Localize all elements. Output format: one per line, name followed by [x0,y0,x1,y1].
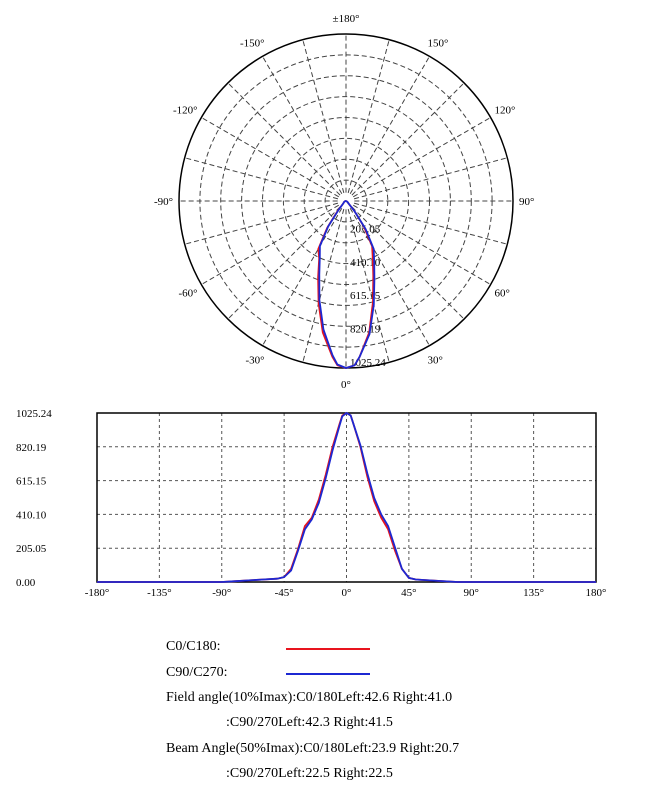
polar-grid-spoke [352,83,464,195]
polar-angle-label: 90° [519,196,535,208]
cart-x-tick: 45° [401,587,417,599]
legend-line-c90-c270 [286,673,370,675]
cart-y-tick: 0.00 [16,577,36,589]
cart-x-tick: -45° [274,587,294,599]
polar-radial-label: 820.19 [350,323,381,336]
polar-grid-spoke [348,40,389,193]
polar-angle-label: 30° [427,354,443,367]
cart-x-tick: 135° [523,587,545,599]
polar-grid-spoke [228,83,340,195]
beam-angle-line-1: Beam Angle(50%Imax):C0/180Left:23.9 Right:20.7 [166,741,460,756]
polar-radial-label: 615.15 [350,290,381,303]
legend-line-c0-c180 [286,648,370,650]
legend-label-c90-c270: C90/C270: [166,665,228,680]
polar-grid-spoke [185,203,338,244]
polar-grid-spoke [228,207,340,319]
polar-grid-spoke [303,209,344,362]
polar-angle-label: 0° [341,379,351,391]
cart-y-tick: 1025.24 [16,408,52,420]
cart-x-tick: -180° [84,587,110,599]
polar-angle-label: 120° [494,104,516,117]
cart-y-tick: 820.19 [16,441,47,454]
polar-radial-label: 205.05 [350,223,381,236]
polar-grid-spoke [185,158,338,199]
legend-label-c0-c180: C0/C180: [166,639,221,654]
cart-y-tick: 615.15 [16,475,47,488]
polar-angle-label: ±180° [332,13,360,25]
beam-angle-line-2: :C90/270Left:22.5 Right:22.5 [226,766,393,781]
cart-x-tick: -135° [147,587,172,599]
cart-x-tick: 180° [585,587,607,599]
field-angle-line-2: :C90/270Left:42.3 Right:41.5 [226,715,393,730]
polar-grid-spoke [303,40,344,193]
polar-chart [0,0,666,392]
polar-angle-label: -120° [172,104,198,117]
polar-angle-label: -90° [153,196,173,208]
cart-x-tick: -90° [212,587,232,599]
polar-grid-spoke [354,158,507,199]
polar-angle-label: -60° [178,287,198,300]
polar-radial-label: 410.10 [350,256,381,269]
polar-angle-label: -150° [239,37,265,50]
polar-angle-label: 150° [427,37,449,50]
cart-x-tick: 0° [341,587,352,599]
cart-y-tick: 410.10 [16,509,47,522]
cart-x-tick: 90° [463,587,479,599]
cartesian-chart [0,395,666,605]
polar-angle-label: -30° [245,354,265,367]
polar-angle-label: 60° [494,287,510,300]
field-angle-line-1: Field angle(10%Imax):C0/180Left:42.6 Right:41.0 [166,690,453,705]
cart-y-tick: 205.05 [16,543,47,556]
polar-radial-label: 1025.24 [350,357,386,369]
